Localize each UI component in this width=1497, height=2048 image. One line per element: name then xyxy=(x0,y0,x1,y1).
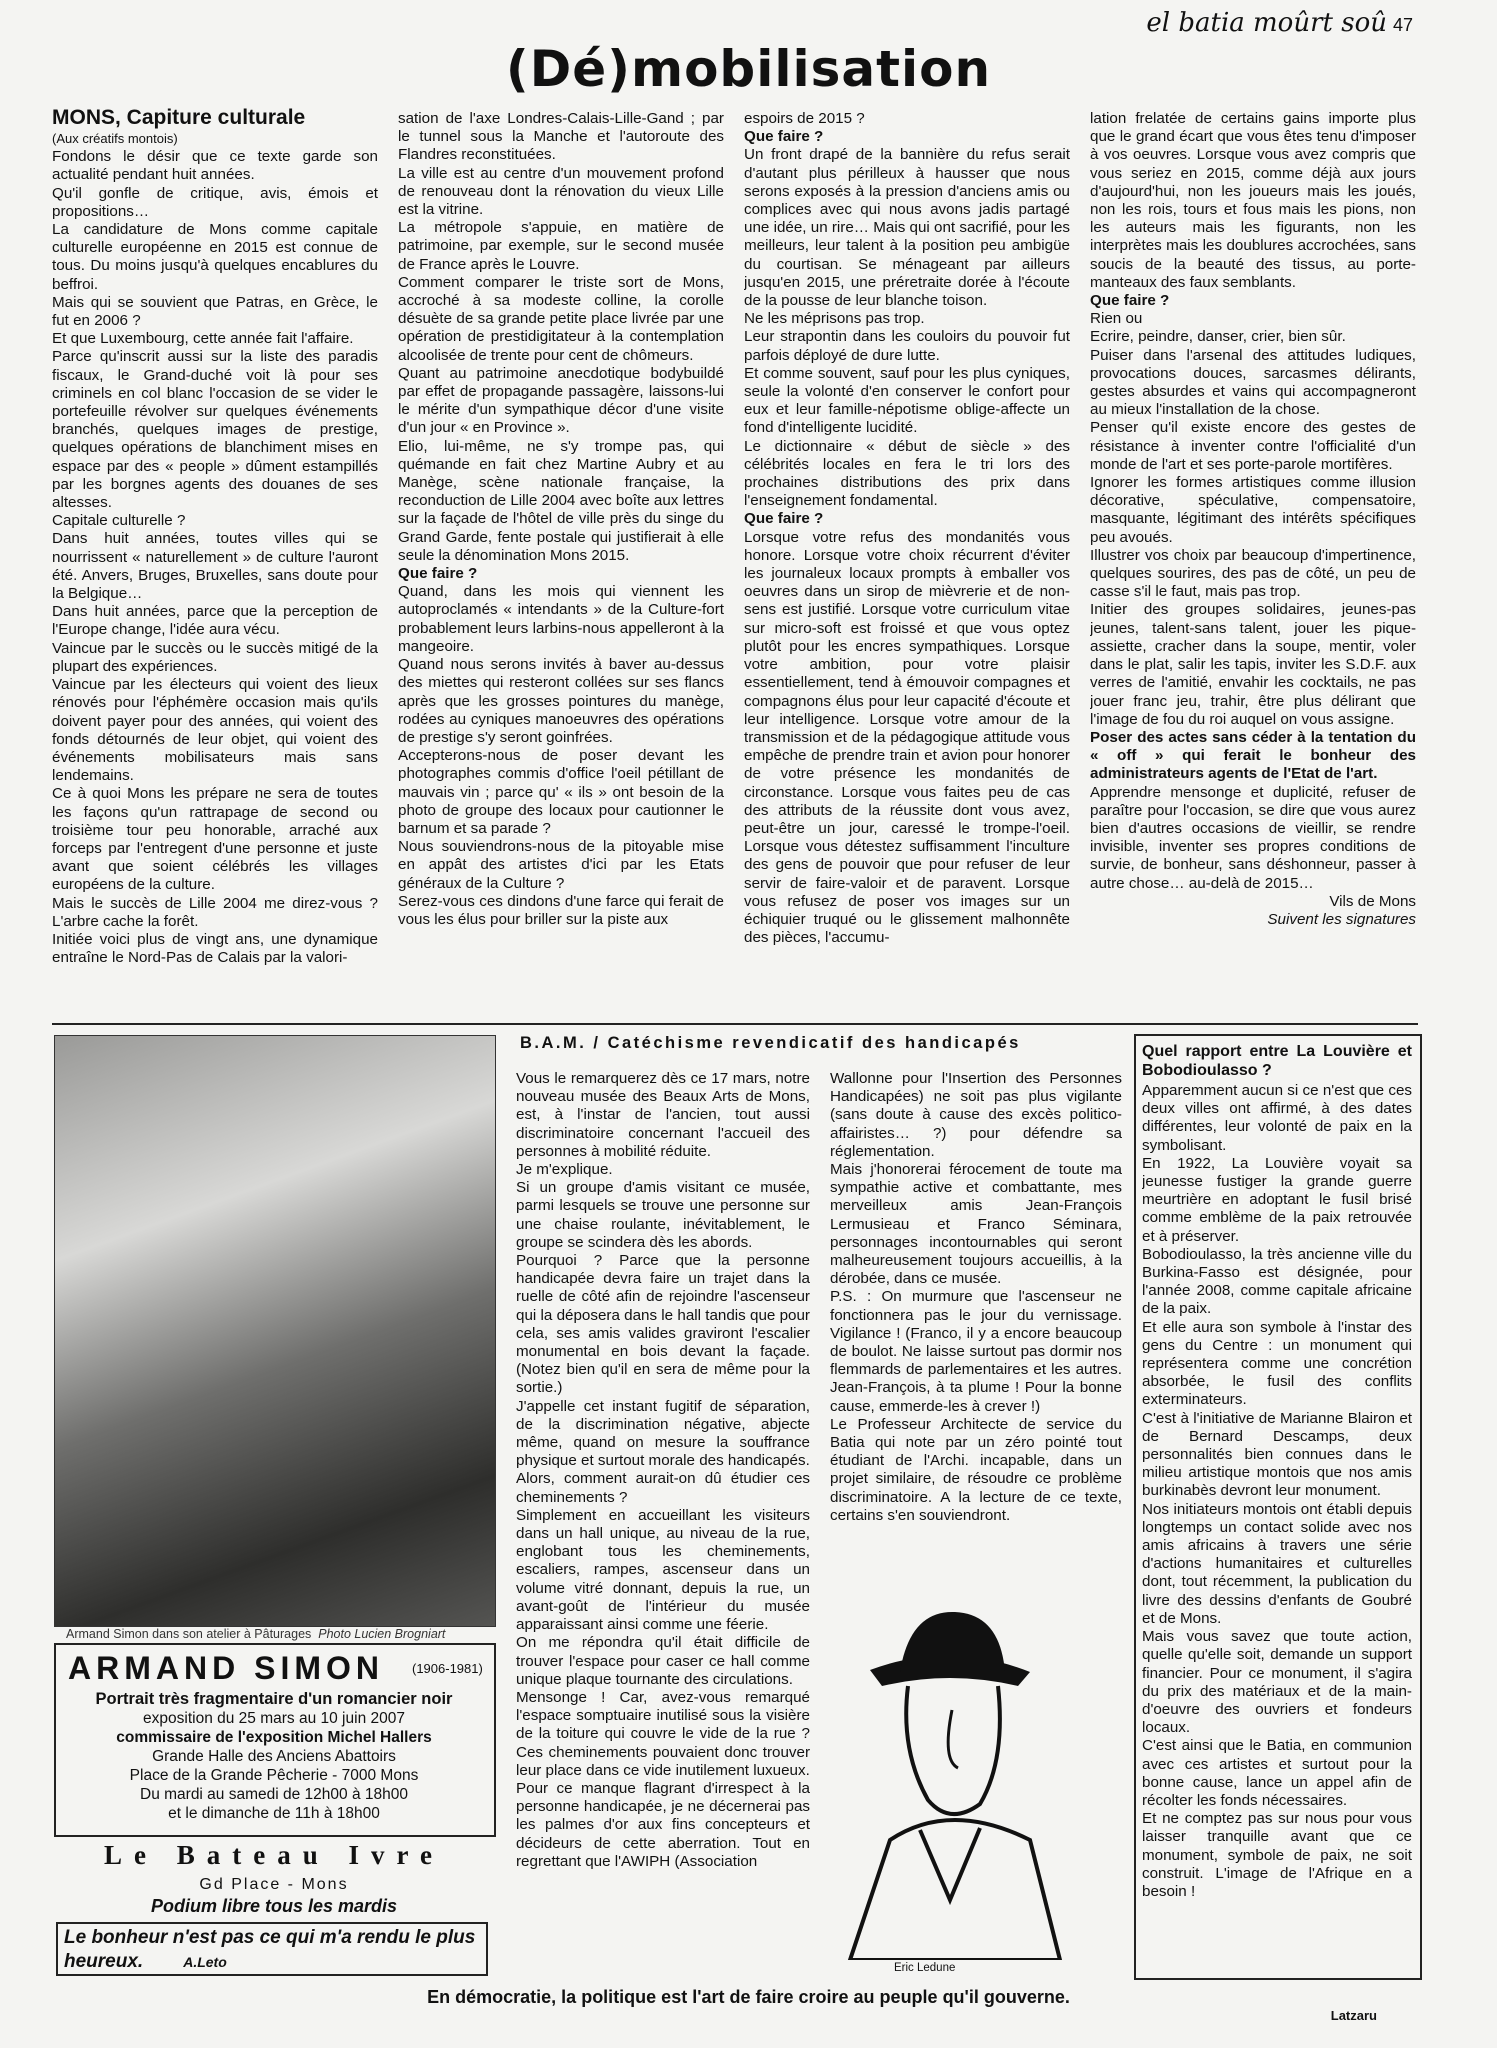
hat-crown xyxy=(900,1612,1005,1672)
quote-box xyxy=(56,1922,488,1976)
paragraph: En 1922, La Louvière voyait sa jeunesse fustiger la grande guerre meurtrière en adoptant le fusil brisé comme emblème de la paix retrouvée et à préserver. xyxy=(1142,1154,1412,1245)
paragraph: Elio, lui-même, ne s'y trompe pas, qui quémande en fait chez Martine Aubry et au Manège, scène nationale française, la reconduction de Lille 2004 avec boîte aux lettres sur la façade de l'hôtel de ville près du singe du Grand Garde, fente postale qui justifierait à elle seule la dénomination Mons 2015. xyxy=(398,437,724,564)
paragraph: Nos initiateurs montois ont établi depuis longtemps un contact solide avec nos amis africains à travers une série d'actions humanitaires et culturelles dont, tout récemment, la publication du livre des dessins d'enfants de Goubré et de Mons. xyxy=(1142,1500,1412,1627)
paragraph: Alors, comment aurait-on dû étudier ces cheminements ? xyxy=(516,1470,810,1506)
paragraph: Lorsque votre refus des mondanités vous honore. Lorsque votre choix récurrent d'éviter les journaleux locaux prompts à emballer vos oeuvres dans un sirop de mièvrerie et de non-sens est justifié. Lorsque votre curriculum vitae sur micro-soft est froissé et que vous optez plutôt pour les encres sympathiques. Lorsque votre ambition, pour votre plaisir essentiellement, tend à émouvoir compagnes et compagnons élus pour leur capacité d'écoute et leur intelligence. Lorsque votre amour de la transmission et de la pédagogique attitude vous empêche de prendre train et avion pour honorer de votre présence les mondanités de circonstance. Lorsque vous faites peu de cas des attributs de la réussite dont vous avez, peut-être un jour, caressé le trompe-l'oeil. Lorsque vous détestez suffisamment l'inculture des gens de pouvoir que pour refuser de leur servir de faire-valoir et de paravent. Lorsque vous refusez de poser vos images sur un échiquier truqué ou le glissement malhonnête des pièces, l'accumu- xyxy=(744,528,1070,947)
bateau-place: Gd Place - Mons xyxy=(199,1876,349,1893)
signature: Vils de Mons xyxy=(1329,892,1416,910)
article-column-3 xyxy=(744,110,1070,1018)
artist-name: ARMAND SIMON xyxy=(68,1650,384,1686)
paragraph: Parce qu'inscrit aussi sur la liste des paradis fiscaux, le Grand-duché voit là pour ses criminels en col blanc l'occasion de se vider le portefeuille révolver sur quelques événements branchés, quelques images de prestige, quelques opérations de blanchiment mises en espace par des « people » dûment estampillés par les borgnes agents des douanes de ses altesses. xyxy=(52,348,378,512)
paragraph: Capitale culturelle ? xyxy=(52,512,186,530)
quote-text: Le bonheur n'est pas ce qui m'a rendu le plus heureux. xyxy=(64,1927,476,1972)
paragraph: lation frelatée de certains gains importe plus que le grand écart que vous êtes tenu d'imposer à vos oeuvres. Lorsque vous avez compris que vous seriez en 2015, comme déjà aux jours d'aujourd'hui, non les joueurs mais les joués, non les rois, tours et fous mais les pions, non les auteurs mais les figurants, non les interprètes mais les doublures accrochées, sans soucis de la beauté des tissus, au porte-manteaux des faux semblants. xyxy=(1090,110,1416,291)
exhibition-hours-sunday: et le dimanche de 11h à 18h00 xyxy=(168,1805,380,1822)
paragraph: Et ne comptez pas sur nous pour vous laisser tranquille avant que ce monument, symbole de paix, ne soit construit. L'image de l'Afrique en a besoin ! xyxy=(1142,1810,1412,1900)
paragraph: Accepterons-nous de poser devant les photographes commis d'office l'oeil pétillant de mauvais vin ; parce qu' « ils » ont besoin de la photo de groupe des locaux pour cautionner le barnum et sa parade ? xyxy=(398,747,724,837)
quote-author: A.Leto xyxy=(183,1954,227,1970)
paragraph: Leur strapontin dans les couloirs du pouvoir fut parfois déployé de dure lutte. xyxy=(744,328,1070,364)
paragraph: Mais qui se souvient que Patras, en Grèce, le fut en 2006 ? xyxy=(52,293,378,330)
exhibition-venue: Grande Halle des Anciens Abattoirs xyxy=(152,1748,396,1765)
photo-credit: Photo Lucien Brogniart xyxy=(318,1627,446,1641)
paragraph: Qu'il gonfle de critique, avis, émois et propositions… xyxy=(52,184,378,220)
paragraph: Apparemment aucun si ce n'est que ces deux villes ont affirmé, à des dates différentes, leur volonté de paix en la symbolisant. xyxy=(1142,1082,1412,1154)
paragraph: sation de l'axe Londres-Calais-Lille-Gand ; par le tunnel sous la Manche et l'autoroute des Flandres reconstituées. xyxy=(398,110,724,164)
paragraph: Illustrer vos choix par beaucoup d'impertinence, quelques sourires, des pas de côté, un peu de casse s'il le faut, mais pas trop. xyxy=(1090,546,1416,601)
paragraph: Vaincue par le succès ou le succès mitigé de la plupart des expériences. xyxy=(52,639,378,675)
article-column-1 xyxy=(52,106,378,1018)
paragraph: Pourquoi ? Parce que la personne handicapée devra faire un trajet dans la ruelle de côté afin de rejoindre l'ascenseur qui la déposera dans le hall tandis que pour cela, ses amis valides graviront l'escalier monumental en bois devant la façade. (Notez bien qu'il en sera de même pour la sortie.) xyxy=(516,1252,810,1397)
paragraph: Un front drapé de la bannière du refus serait d'autant plus périlleux à hausser que nous serons exposés à la pression d'anciens amis ou complices avec qui nous avons jadis partagé une idée, un rire… Mais qui ont sacrifié, pour les meilleurs, leur talent à la position peu ambigüe du courtisan. Se ménageant par ailleurs jusqu'en 2015, une préretraite dorée à l'écoute de la pousse de leur blanche toison. xyxy=(744,146,1070,310)
paragraph: Wallonne pour l'Insertion des Personnes Handicapées) ne soit pas plus vigilante (sans doute à cause des excès politico-affairistes… ?) pour défendre sa réglementation. xyxy=(830,1070,1122,1160)
paragraph: Si un groupe d'amis visitant ce musée, parmi lesquels se trouve une personne sur une chaise roulante, inévitablement, le groupe se scindera dès les abords. xyxy=(516,1179,810,1251)
signatures-note: Suivent les signatures xyxy=(1267,910,1416,928)
paragraph: Nous souviendrons-nous de la pitoyable mise en appât des artistes d'ici par les Etats généraux de la Culture ? xyxy=(398,838,724,892)
paragraph: Ignorer les formes artistiques comme illusion décorative, spéculative, compensatoire, masquante, légitimant des intérêts spécifiques peu avoués. xyxy=(1090,474,1416,546)
paragraph: Et comme souvent, sauf pour les plus cyniques, seule la volonté d'en conserver le confort pour eux et leur famille-népotisme oblige-affecte un fond d'intelligente lucidité. xyxy=(744,364,1070,437)
louviere-headline: Quel rapport entre La Louvière et Bobodioulasso ? xyxy=(1142,1043,1412,1079)
paragraph: Comment comparer le triste sort de Mons, accroché à sa modeste colline, la corolle désuète de sa grande petite place livrée par une opération de prestidigitateur à la contemplation alcoolisée de trente pour cent de chômeurs. xyxy=(398,273,724,364)
paragraph: Simplement en accueillant les visiteurs dans un hall unique, au niveau de la rue, englobant tous les cheminements, escaliers, rampes, ascenseur dans un volume vitré donnant, depuis la rue, un avant-goût de l'intérieur du musée apparaissant ainsi comme une féerie. xyxy=(516,1506,810,1634)
paragraph: Mais j'honorerai férocement de toute ma sympathie active et combattante, mes merveilleux amis Jean-François Lermusieau et Franco Séminara, personnages incontournables qui seront malheureusement toujours accueillis, à la dérobée, dans ce musée. xyxy=(830,1161,1122,1288)
footer-quote: En démocratie, la politique est l'art de faire croire au peuple qu'il gouverne. xyxy=(427,1987,1070,2007)
paragraph: Initier des groupes solidaires, jeunes-pas jeunes, talent-sans talent, jouer les pique-assiette, cracher dans la soupe, mentir, voler dans le plat, salir les tapis, inviter les S.D.F. aux verres de l'amitié, envahir les cocktails, ne pas jouer franc jeu, trahir, être plus délirant que l'image de fou du roi auquel on vous assigne. xyxy=(1090,601,1416,728)
paragraph: Initiée voici plus de vingt ans, une dynamique entraîne le Nord-Pas de Calais par la valori- xyxy=(52,930,378,967)
portrait-sketch xyxy=(830,1600,1070,1960)
paragraph: P.S. : On murmure que l'ascenseur ne fonctionnera pas le jour du vernissage. Vigilance ! (Franco, il y a encore beaucoup de boulot. Ne laisse surtout pas dormir nos flemmards de parlementaires et les autres. Jean-François, à ta plume ! Pour la bonne cause, emmerde-les à crever !) xyxy=(830,1288,1122,1415)
paragraph: La ville est au centre d'un mouvement profond de renouveau dont la rénovation du vieux Lille est la vitrine. xyxy=(398,164,724,219)
paragraph: Quand, dans les mois qui viennent les autoproclamés « intendants » de la Culture-fort probablement leurs larbins-nous appelleront à la mangeoire. xyxy=(398,583,724,655)
artist-photo xyxy=(54,1035,496,1627)
paragraph: Penser qu'il existe encore des gestes de résistance à inventer contre l'officialité d'un monde de l'art et ses porte-parole mortifères. xyxy=(1090,419,1416,473)
paragraph: Le Professeur Architecte de service du Batia qui note par un zéro pointé tout étudiant de l'Archi. incapable, dans un projet similaire, de résoudre ce problème discriminatoire. A la lecture de ce texte, certains s'en souviendront. xyxy=(830,1415,1122,1524)
bam-headline: B.A.M. / Catéchisme revendicatif des handicapés xyxy=(520,1034,1021,1052)
paragraph: La métropole s'appuie, en matière de patrimoine, par exemple, sur le second musée de France après le Louvre. xyxy=(398,219,724,273)
paragraph: La candidature de Mons comme capitale culturelle européenne en 2015 est connue de tous. Du moins jusqu'à quelques encablures du beffroi. xyxy=(52,221,378,293)
section-divider xyxy=(52,1023,1418,1025)
paragraph: C'est ainsi que le Batia, en communion avec ces artistes et surtout pour la bonne cause, lance un appel afin de récolter les fonds nécessaires. xyxy=(1142,1737,1412,1809)
paragraph: C'est à l'initiative de Marianne Blairon et de Bernard Descamps, deux personnalités bien connues dans le milieu artistique montois que nos amis burkinabès devront leur monument. xyxy=(1142,1409,1412,1500)
paragraph: Vous le remarquerez dès ce 17 mars, notre nouveau musée des Beaux Arts de Mons, est, à l'instar de l'ancien, tout aussi discriminatoire concernant l'accueil des personnes à mobilité réduite. xyxy=(516,1070,810,1160)
paragraph: Bobodioulasso, la très ancienne ville du Burkina-Fasso est désignée, pour l'année 2008, comme capitale africaine de la paix. xyxy=(1142,1245,1412,1318)
article-dedication: (Aux créatifs montois) xyxy=(52,131,178,146)
bam-column-1 xyxy=(516,1070,810,1975)
paragraph: Quand nous serons invités à baver au-dessus des miettes qui resteront collées sur ses flancs après que les grosses pointures du manège, rodées au cyniques manoeuvres des opérations de prestige s'y seront goinfrées. xyxy=(398,656,724,746)
exhibition-details xyxy=(56,1690,492,1823)
sketch-credit: Eric Ledune xyxy=(894,1962,956,1974)
subheading: Que faire ? xyxy=(1090,292,1170,310)
footer-author: Latzaru xyxy=(1330,2008,1377,2023)
paragraph: Vaincue par les électeurs qui voient des lieux rénovés pour l'éphémère occasion mais qu'ils doivent payer pour des années, qui voient des fonds détournés de leur objet, qui voient des événements mobilisateurs mais sans lendemains. xyxy=(52,676,378,785)
photo-caption: Armand Simon dans son atelier à Pâturages Photo Lucien Brogniart xyxy=(66,1627,446,1641)
exhibition-dates: exposition du 25 mars au 10 juin 2007 xyxy=(143,1710,405,1727)
article-column-4 xyxy=(1090,110,1416,1022)
paragraph: espoirs de 2015 ? xyxy=(744,110,865,127)
paragraph: Dans huit années, toutes villes qui se nourrissent « naturellement » de culture l'auront été. Anvers, Bruges, Bruxelles, sans doute pour la Belgique… xyxy=(52,530,378,603)
paragraph: Mensonge ! Car, avez-vous remarqué l'espace somptuaire inutilisé sous la visière de la toiture qui couvre le vide de la rue ? Ces cheminements pouvaient donc trouver leur place dans ce vide inutilement luxueux. xyxy=(516,1688,810,1779)
paragraph: Mais le succès de Lille 2004 me direz-vous ? L'arbre cache la forêt. xyxy=(52,894,378,930)
paragraph: Puiser dans l'arsenal des attitudes ludiques, provocations douces, sarcasmes délirants, gestes absurdes et vains qui accompagneront au mieux l'installation de la chose. xyxy=(1090,346,1416,419)
paragraph: Ecrire, peindre, danser, crier, bien sûr. xyxy=(1090,328,1346,346)
page-title: (Dé)mobilisation xyxy=(505,40,992,98)
page-number: 47 xyxy=(1392,15,1413,35)
paragraph: Ne les méprisons pas trop. xyxy=(744,310,925,328)
masthead: el batia moûrt soû 47 xyxy=(1146,8,1413,38)
subheading: Que faire ? xyxy=(744,510,824,528)
artist-dates: (1906-1981) xyxy=(412,1661,483,1676)
subheading: Que faire ? xyxy=(744,128,824,146)
paragraph: Le dictionnaire « début de siècle » des célébrités locales en fera le tri lors des prochaines distributions des prix dans l'enseignement fondamental. xyxy=(744,437,1070,510)
nose xyxy=(948,1710,958,1768)
exhibition-address: Place de la Grande Pêcherie - 7000 Mons xyxy=(129,1767,419,1784)
paragraph: Quant au patrimoine anecdotique bodybuildé par effet de propagande passagère, laissons-lui le mérite d'un sympathique décor d'une visite d'un jour « en Province ». xyxy=(398,364,724,437)
paragraph: Je m'explique. xyxy=(516,1161,613,1179)
face xyxy=(906,1686,1000,1814)
bateau-tagline: Podium libre tous les mardis xyxy=(150,1896,398,1916)
louviere-column xyxy=(1142,1042,1412,1972)
subheading: Poser des actes sans céder à la tentation du « off » qui ferait le bonheur des administrateurs agents de l'Etat de l'art. xyxy=(1090,728,1416,783)
paragraph: On me répondra qu'il était difficile de trouver l'espace pour caser ce hall comme unique plaque tournante des circulations. xyxy=(516,1634,810,1688)
paragraph: Ce à quoi Mons les prépare ne sera de toutes les façons qu'un rattrapage de second ou troisième tour peu honorable, arraché aux forceps par l'entregent d'une personne et juste avant que soient célébrés les villages européens de la culture. xyxy=(52,785,378,894)
subheading: Que faire ? xyxy=(398,565,478,583)
article-column-2 xyxy=(398,110,724,1018)
paragraph: Et que Luxembourg, cette année fait l'affaire. xyxy=(52,330,354,348)
bateau-name: Le Bateau Ivre xyxy=(104,1840,444,1870)
paragraph: Et elle aura son symbole à l'instar des gens du Centre : un monument qui représentera comme une concrétion absorbée, le fusil des conflits exterminateurs. xyxy=(1142,1318,1412,1409)
bam-column-2 xyxy=(830,1070,1122,1590)
paragraph: Dans huit années, parce que la perception de l'Europe change, l'idée aura vécu. xyxy=(52,603,378,639)
paragraph: Fondons le désir que ce texte garde son actualité pendant huit années. xyxy=(52,148,378,184)
collar xyxy=(920,1828,980,1900)
exhibition-subtitle: Portrait très fragmentaire d'un romancier noir xyxy=(95,1690,453,1708)
paragraph: Serez-vous ces dindons d'une farce qui ferait de vous les élus pour briller sur la piste aux xyxy=(398,892,724,928)
exhibition-hours: Du mardi au samedi de 12h00 à 18h00 xyxy=(140,1786,408,1803)
paragraph: Pour ce manque flagrant d'irrespect à la personne handicapée, je ne décernerai pas les palmes d'or aux fins concepteurs et décideurs de cette aberration. Tout en regrettant que l'AWIPH (Association xyxy=(516,1779,810,1870)
exhibition-curator: commissaire de l'exposition Michel Hallers xyxy=(116,1729,432,1746)
paragraph: Rien ou xyxy=(1090,310,1143,328)
paragraph: J'appelle cet instant fugitif de séparation, de la discrimination négative, abjecte même, quand on mesure la souffrance physique et surtout morale des handicapés. xyxy=(516,1397,810,1470)
paragraph: Mais vous savez que toute action, quelle qu'elle soit, demande un support financier. Pour ce monument, il s'agira du prix des matériaux et de la main-d'oeuvre des ouvriers et fondeurs locaux. xyxy=(1142,1628,1412,1737)
paragraph: Apprendre mensonge et duplicité, refuser de paraître pour l'occasion, se dire que vous aurez bien d'autres occasions de vieillir, se rendre invisible, inventer ses propres conditions de survie, de bonheur, sans déshonneur, passer à autre chose… au-delà de 2015… xyxy=(1090,783,1416,892)
article-headline: MONS, Capiture culturale xyxy=(52,106,306,129)
